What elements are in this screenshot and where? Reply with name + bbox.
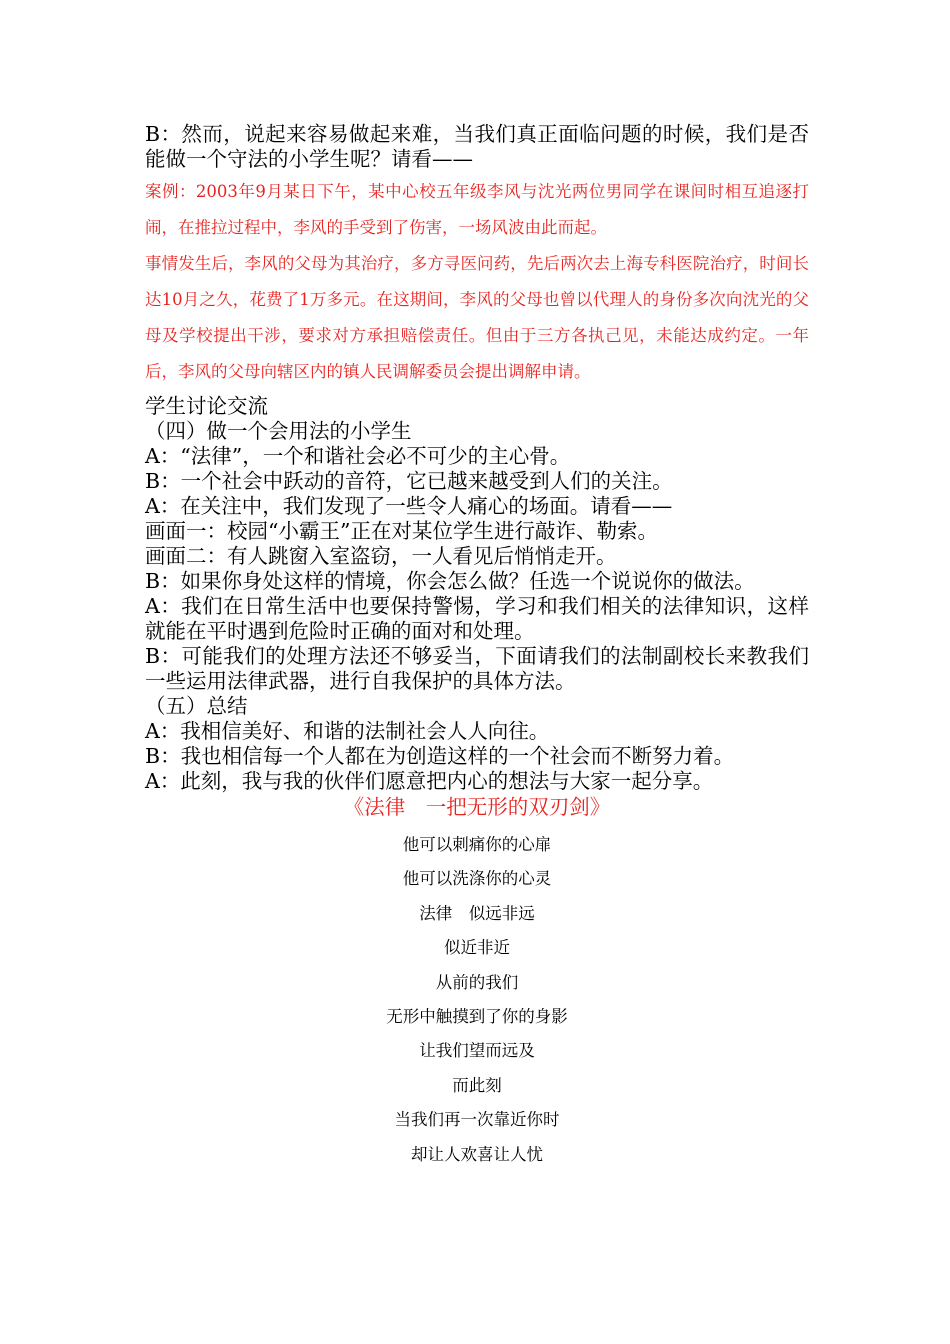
poem-line: 从前的我们 [435, 972, 519, 992]
poem-line: 让我们望而远及 [419, 1041, 535, 1061]
script-line: B：如果你身处这样的情境，你会怎么做？任选一个说说你的做法。 [145, 569, 755, 593]
script-line: A：在关注中，我们发现了一些令人痛心的场面。请看—— [145, 494, 673, 518]
script-section [145, 394, 809, 794]
script-line: B：我也相信每一个人都在为创造这样的一个社会而不断努力着。 [145, 744, 735, 768]
script-line: A：此刻，我与我的伙伴们愿意把内心的想法与大家一起分享。 [145, 769, 714, 793]
poem-line: 似近非近 [444, 938, 510, 958]
case-paragraph: 案例：2003年9月某日下午，某中心校五年级李风与沈光两位男同学在课间时相互追逐打闹，在推拉过程中，李风的手受到了伤害，一场风波由此而起。 [145, 182, 809, 237]
script-line: 学生讨论交流 [145, 394, 268, 418]
script-line: A：我相信美好、和谐的法制社会人人向往。 [145, 719, 550, 743]
script-line: A：我们在日常生活中也要保持警惕，学习和我们相关的法律知识，这样就能在平时遇到危险时正确的面对和处理。 [145, 594, 809, 643]
poem [145, 794, 809, 1172]
document-body [145, 122, 809, 1172]
script-line: 画面一：校园“小霸王”正在对某位学生进行敲诈、勒索。 [145, 519, 658, 543]
script-line: 画面二：有人跳窗入室盗窃，一人看见后悄悄走开。 [145, 544, 617, 568]
intro-paragraph: B：然而，说起来容易做起来难，当我们真正面临问题的时候，我们是否能做一个守法的小学生呢？请看—— [145, 122, 809, 171]
script-line: B：一个社会中跃动的音符，它已越来越受到人们的关注。 [145, 469, 673, 493]
poem-line: 而此刻 [452, 1075, 502, 1095]
poem-title: 《法律 一把无形的双刃剑》 [343, 795, 611, 819]
script-line: B：可能我们的处理方法还不够妥当，下面请我们的法制副校长来教我们一些运用法律武器，进行自我保护的具体方法。 [145, 644, 809, 693]
section-heading: （五）总结 [145, 694, 248, 718]
poem-line: 无形中触摸到了你的身影 [386, 1007, 568, 1027]
case-paragraph: 事情发生后，李风的父母为其治疗，多方寻医问药，先后两次去上海专科医院治疗，时间长达10月之久，花费了1万多元。在这期间，李风的父母也曾以代理人的身份多次向沈光的父母及学校提出干涉，要求对方承担赔偿责任。但由于三方各执己见，未能达成约定。一年后，李风的父母向辖区内的镇人民调解委员会提出调解申请。 [145, 254, 809, 381]
script-line: A：“法律”，一个和谐社会必不可少的主心骨。 [145, 444, 571, 468]
poem-line: 他可以洗涤你的心灵 [402, 869, 552, 889]
poem-line: 他可以刺痛你的心扉 [402, 835, 552, 854]
poem-line: 法律 似远非远 [419, 903, 535, 923]
case-study [145, 174, 809, 390]
poem-line: 却让人欢喜让人忧 [411, 1144, 543, 1164]
poem-line: 当我们再一次靠近你时 [394, 1110, 560, 1130]
section-heading: （四）做一个会用法的小学生 [145, 419, 412, 443]
